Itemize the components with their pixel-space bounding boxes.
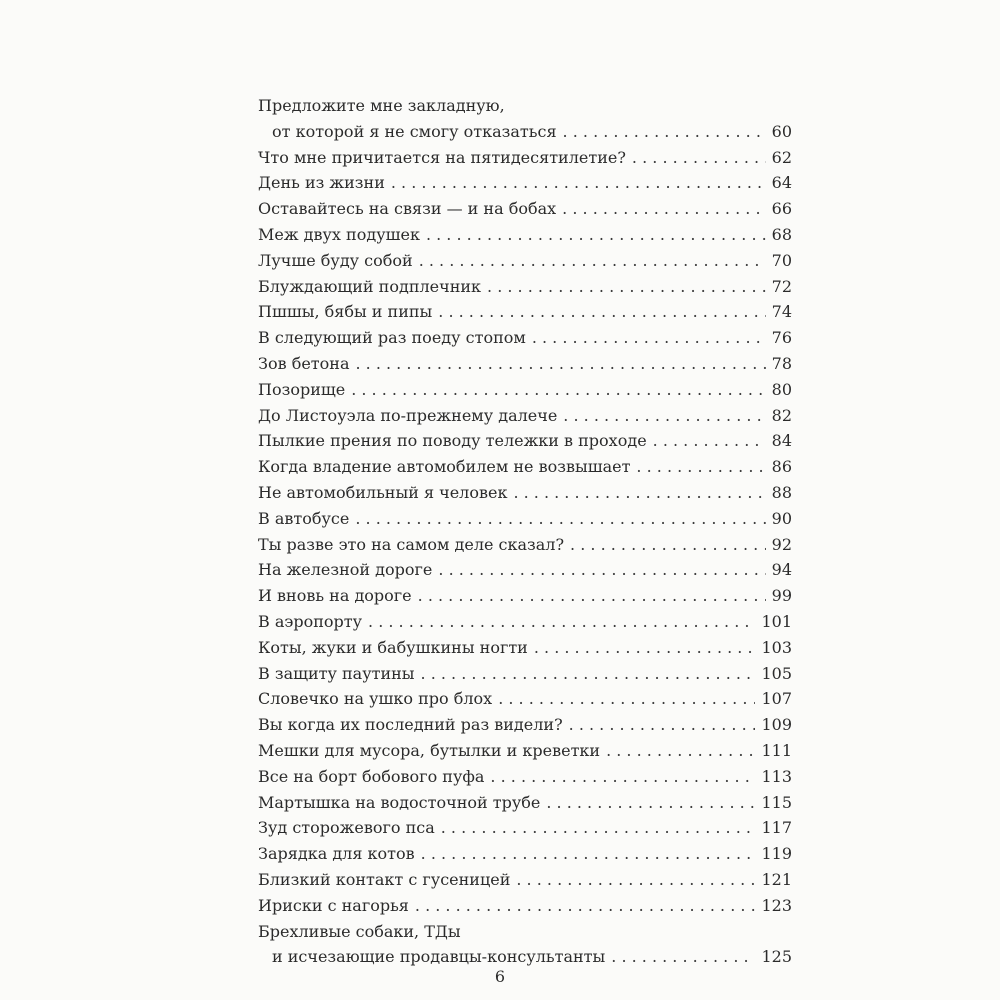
toc-entry-title: Позорище: [258, 379, 346, 399]
table-of-contents: [258, 93, 792, 970]
toc-page-number: 117: [761, 818, 792, 838]
toc-entry: [258, 222, 792, 248]
toc-entry: [258, 790, 792, 816]
toc-entry: [258, 919, 792, 945]
toc-leader-dots: [421, 661, 756, 687]
toc-entry-title: На железной дороге: [258, 560, 433, 580]
toc-leader-dots: [563, 403, 765, 429]
toc-leader-dots: [569, 712, 756, 738]
toc-leader-dots: [513, 480, 765, 506]
toc-entry: [258, 841, 792, 867]
toc-entry: [258, 299, 792, 325]
toc-leader-dots: [426, 222, 766, 248]
toc-entry-title: Близкий контакт с гусеницей: [258, 869, 511, 889]
toc-leader-dots: [516, 867, 755, 893]
toc-page-number: 62: [771, 147, 792, 167]
toc-page-number: 101: [761, 611, 792, 631]
toc-page-number: 84: [771, 431, 792, 451]
toc-page-number: 94: [771, 560, 792, 580]
toc-entry: [258, 196, 792, 222]
toc-page-number: 99: [771, 586, 792, 606]
toc-leader-dots: [563, 119, 766, 145]
toc-entry-title: Не автомобильный я человек: [258, 482, 508, 502]
toc-page-number: 74: [771, 302, 792, 322]
toc-leader-dots: [351, 377, 765, 403]
toc-entry-title: Словечко на ушко про блох: [258, 689, 493, 709]
toc-entry-title: В защиту паутины: [258, 663, 415, 683]
toc-entry: [258, 635, 792, 661]
toc-entry-title: Зуд сторожевого пса: [258, 818, 435, 838]
toc-entry-title: Блуждающий подплечник: [258, 276, 482, 296]
toc-page-number: 107: [761, 689, 792, 709]
toc-entry: [258, 661, 792, 687]
toc-entry-title: В автобусе: [258, 508, 350, 528]
toc-leader-dots: [355, 351, 765, 377]
toc-entry-title: Все на борт бобового пуфа: [258, 766, 485, 786]
toc-entry-title: Мешки для мусора, бутылки и креветки: [258, 740, 601, 760]
toc-page-number: 80: [771, 379, 792, 399]
toc-entry: [258, 325, 792, 351]
toc-leader-dots: [534, 635, 756, 661]
toc-entry: [258, 248, 792, 274]
toc-entry: [258, 738, 792, 764]
toc-entry: [258, 686, 792, 712]
toc-leader-dots: [421, 841, 756, 867]
toc-page-number: 105: [761, 663, 792, 683]
toc-entry: [258, 712, 792, 738]
toc-page-number: 66: [771, 199, 792, 219]
toc-page-number: 82: [771, 405, 792, 425]
toc-page-number: 68: [771, 224, 792, 244]
toc-leader-dots: [391, 170, 766, 196]
toc-leader-dots: [438, 299, 765, 325]
toc-page-number: 121: [761, 869, 792, 889]
toc-page-number: 115: [761, 792, 792, 812]
toc-entry: [258, 377, 792, 403]
toc-page-number: 119: [761, 844, 792, 864]
toc-entry-title: В следующий раз поеду стопом: [258, 328, 526, 348]
toc-leader-dots: [368, 609, 755, 635]
toc-leader-dots: [636, 454, 765, 480]
toc-entry-title: И вновь на дороге: [258, 586, 412, 606]
toc-entry: [258, 583, 792, 609]
toc-leader-dots: [498, 686, 755, 712]
toc-entry: [258, 119, 792, 145]
toc-leader-dots: [632, 145, 766, 171]
toc-page-number: 60: [771, 121, 792, 141]
toc-entry-title: Зарядка для котов: [258, 844, 415, 864]
toc-entry: [258, 170, 792, 196]
toc-entry: [258, 867, 792, 893]
toc-entry-title: Что мне причитается на пятидесятилетие?: [258, 147, 626, 167]
toc-entry-title: Ты разве это на самом деле сказал?: [258, 534, 565, 554]
toc-entry-title: Оставайтесь на связи — и на бобах: [258, 199, 557, 219]
toc-entry: [258, 274, 792, 300]
toc-entry-title: Меж двух подушек: [258, 224, 420, 244]
toc-entry-title: и исчезающие продавцы-консультанты: [272, 947, 606, 967]
toc-entry-title: Пшшы, бябы и пипы: [258, 302, 433, 322]
toc-entry: [258, 428, 792, 454]
toc-leader-dots: [490, 764, 755, 790]
toc-entry: [258, 480, 792, 506]
toc-entry: [258, 93, 792, 119]
toc-entry: [258, 609, 792, 635]
toc-leader-dots: [546, 790, 755, 816]
toc-leader-dots: [532, 325, 766, 351]
toc-leader-dots: [355, 506, 765, 532]
toc-page-number: 103: [761, 637, 792, 657]
toc-page-number: 86: [771, 457, 792, 477]
toc-page-number: 113: [761, 766, 792, 786]
toc-leader-dots: [441, 815, 756, 841]
toc-entry-title: Когда владение автомобилем не возвышает: [258, 457, 631, 477]
toc-entry: [258, 506, 792, 532]
toc-entry: [258, 145, 792, 171]
toc-entry-title: Пылкие прения по поводу тележки в проходе: [258, 431, 647, 451]
toc-page-number: 109: [761, 715, 792, 735]
toc-page-number: 111: [761, 740, 792, 760]
toc-page-number: 92: [771, 534, 792, 554]
toc-entry-title: Коты, жуки и бабушкины ногти: [258, 637, 528, 657]
toc-leader-dots: [418, 583, 766, 609]
toc-entry: [258, 351, 792, 377]
toc-page-number: 70: [771, 250, 792, 270]
toc-entry-title: Лучше буду собой: [258, 250, 413, 270]
toc-entry-title: До Листоуэла по-прежнему далече: [258, 405, 558, 425]
toc-entry-title: Брехливые собаки, ТДы: [258, 921, 461, 941]
toc-entry: [258, 454, 792, 480]
toc-entry-title: Ириски с нагорья: [258, 895, 409, 915]
toc-page-number: 64: [771, 173, 792, 193]
toc-leader-dots: [653, 428, 766, 454]
toc-leader-dots: [415, 893, 756, 919]
toc-entry: [258, 557, 792, 583]
toc-leader-dots: [438, 557, 765, 583]
toc-entry: [258, 764, 792, 790]
toc-entry-title: Зов бетона: [258, 353, 350, 373]
toc-entry-title: В аэропорту: [258, 611, 363, 631]
toc-leader-dots: [487, 274, 766, 300]
toc-page-number: 78: [771, 353, 792, 373]
toc-entry-title: День из жизни: [258, 173, 385, 193]
toc-leader-dots: [606, 738, 755, 764]
toc-page-number: 123: [761, 895, 792, 915]
toc-page-number: 125: [761, 947, 792, 967]
toc-entry: [258, 532, 792, 558]
toc-page-number: 72: [771, 276, 792, 296]
toc-entry-title: от которой я не смогу отказаться: [272, 121, 557, 141]
toc-page-number: 76: [771, 328, 792, 348]
toc-entry: [258, 403, 792, 429]
toc-entry: [258, 815, 792, 841]
toc-page-number: 90: [771, 508, 792, 528]
page-number: 6: [494, 967, 506, 986]
toc-entry-title: Предложите мне закладную,: [258, 96, 505, 115]
toc-entry: [258, 893, 792, 919]
toc-leader-dots: [570, 532, 766, 558]
toc-leader-dots: [419, 248, 766, 274]
toc-page-number: 88: [771, 482, 792, 502]
toc-leader-dots: [562, 196, 765, 222]
toc-entry-title: Вы когда их последний раз видели?: [258, 715, 563, 735]
toc-entry-title: Мартышка на водосточной трубе: [258, 792, 541, 812]
